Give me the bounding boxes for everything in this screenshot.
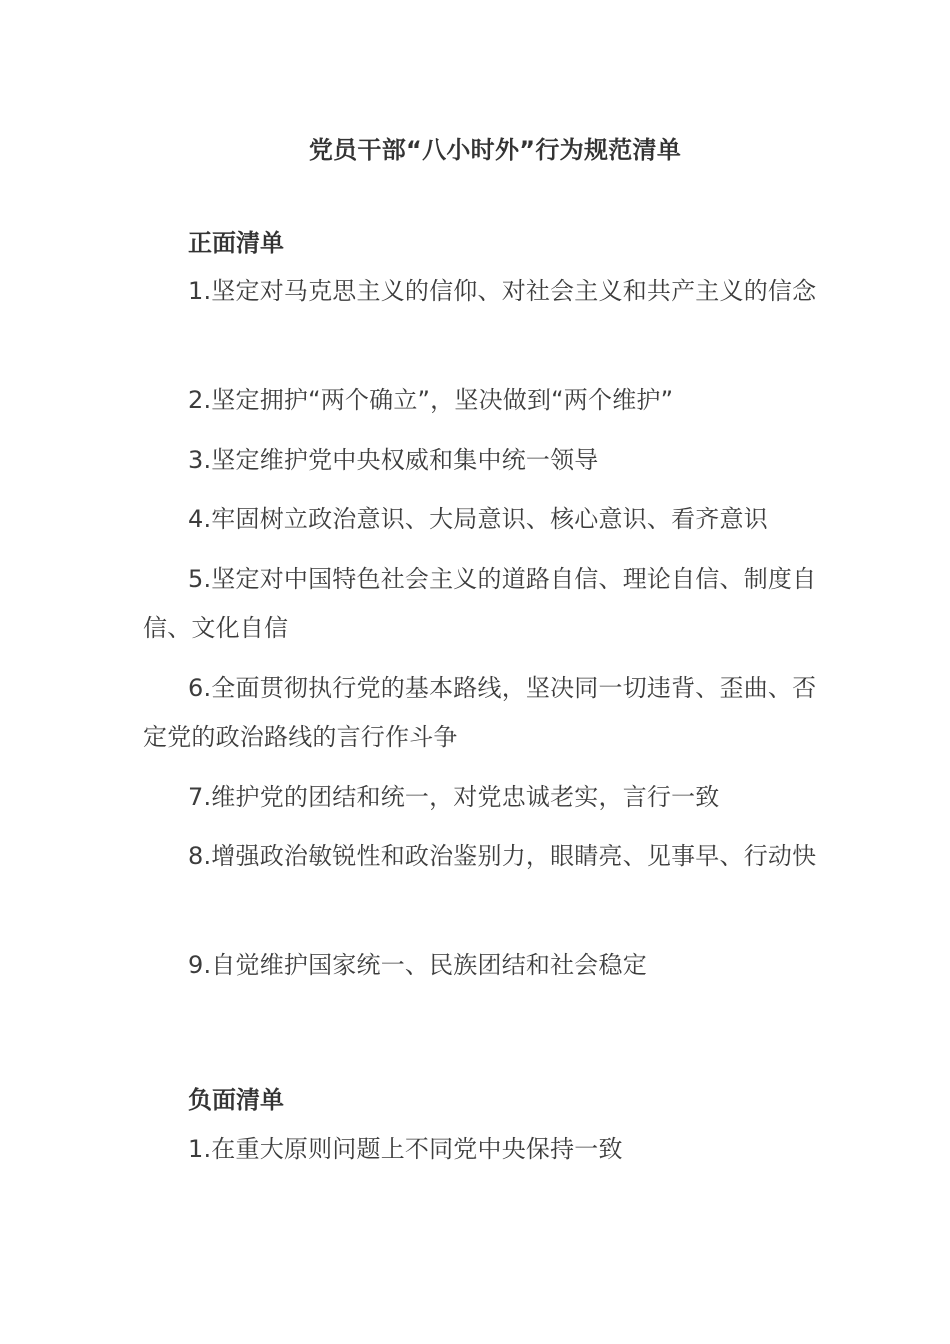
negative-list-heading: 负面清单 xyxy=(188,1086,284,1114)
positive-item-4: 4.牢固树立政治意识、大局意识、核心意识、看齐意识 xyxy=(188,505,768,533)
negative-item-1: 1.在重大原则问题上不同党中央保持一致 xyxy=(188,1135,623,1163)
positive-item-7: 7.维护党的团结和统一，对党忠诚老实，言行一致 xyxy=(188,783,720,811)
positive-item-9: 9.自觉维护国家统一、民族团结和社会稳定 xyxy=(188,951,647,979)
positive-item-6: 6.全面贯彻执行党的基本路线，坚决同一切违背、歪曲、否定党的政治路线的言行作斗争 xyxy=(143,674,817,751)
positive-item-1: 1.坚定对马克思主义的信仰、对社会主义和共产主义的信念 xyxy=(188,277,817,305)
positive-list-heading: 正面清单 xyxy=(188,229,284,257)
document-title: 党员干部“八小时外”行为规范清单 xyxy=(308,136,682,164)
positive-item-8: 8.增强政治敏锐性和政治鉴别力，眼睛亮、见事早、行动快 xyxy=(188,842,817,870)
positive-item-5: 5.坚定对中国特色社会主义的道路自信、理论自信、制度自信、文化自信 xyxy=(143,565,817,642)
positive-item-2: 2.坚定拥护“两个确立”，坚决做到“两个维护” xyxy=(188,386,674,414)
positive-item-3: 3.坚定维护党中央权威和集中统一领导 xyxy=(188,446,599,474)
